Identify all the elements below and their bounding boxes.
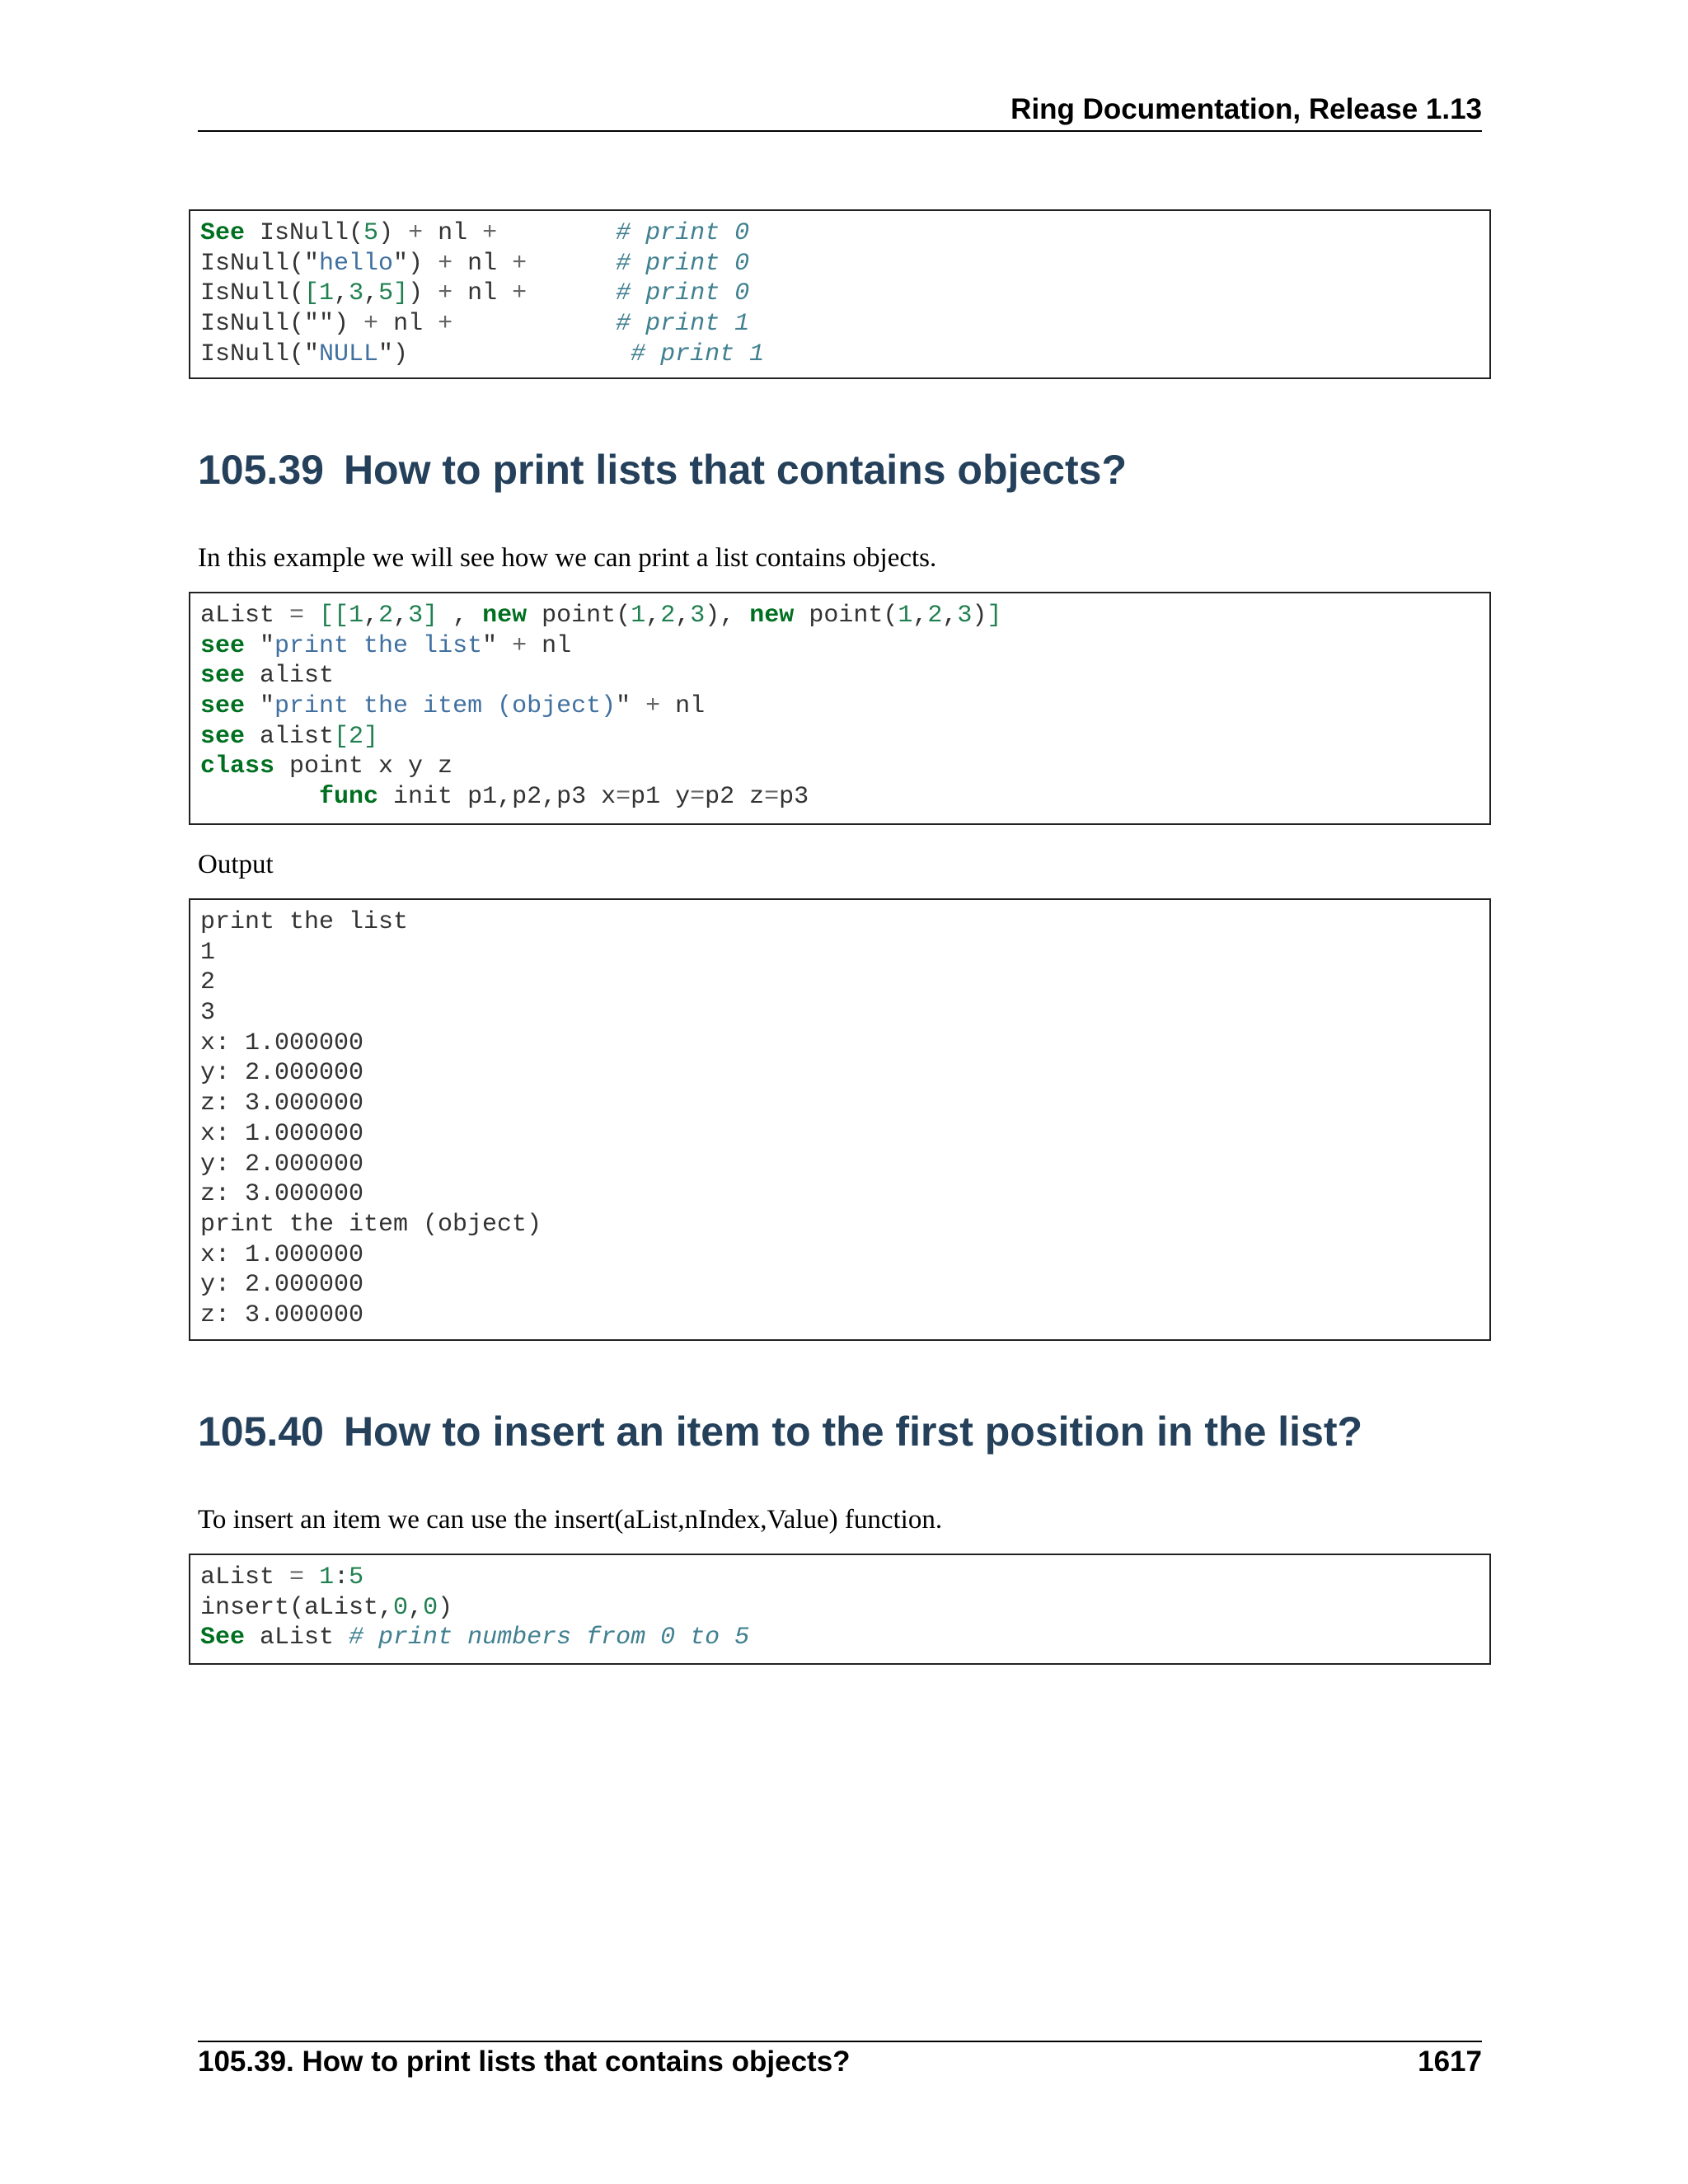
code-token: 3] — [408, 602, 438, 630]
code-token: # print 0 — [616, 279, 750, 308]
code-token: , — [334, 279, 349, 308]
code-token: + — [645, 692, 661, 721]
code-token: print the list — [274, 631, 483, 660]
code-token: = — [616, 783, 631, 812]
code-line — [200, 218, 1479, 249]
code-line — [200, 1270, 1479, 1301]
code-token: ) — [408, 279, 438, 308]
code-token — [200, 783, 319, 811]
code-line — [200, 722, 1479, 752]
code-token: # print 0 — [616, 219, 750, 247]
code-token: z: 3.000000 — [200, 1090, 364, 1118]
code-token — [527, 279, 616, 307]
code-token: + — [363, 310, 379, 339]
code-line — [200, 998, 1479, 1029]
code-token: see — [200, 631, 246, 660]
code-token — [304, 1563, 319, 1591]
code-token: hello — [319, 249, 394, 278]
code-token: [1 — [304, 279, 335, 308]
code-line — [200, 1623, 1479, 1653]
code-token: p1 y — [631, 783, 691, 812]
code-token: NULL — [319, 340, 379, 368]
code-line — [200, 309, 1479, 340]
code-token: insert(aList, — [200, 1593, 394, 1622]
code-token: p3 — [779, 783, 809, 812]
code-token: ) — [378, 219, 409, 247]
code-token: 3 — [200, 999, 216, 1028]
code-token: # print 0 — [616, 249, 750, 278]
code-token: 2 — [378, 602, 394, 630]
code-token: aList — [245, 1624, 349, 1652]
code-line — [200, 601, 1479, 631]
code-token — [452, 310, 616, 338]
code-token: [2] — [334, 722, 379, 751]
code-token: " — [245, 692, 275, 721]
code-token: , — [912, 602, 928, 630]
code-token: nl — [423, 219, 483, 247]
code-token: 2 — [660, 602, 676, 630]
code-line — [200, 1119, 1479, 1150]
code-token: See — [200, 1624, 246, 1652]
section-number: 105.40 — [198, 1408, 324, 1455]
code-line — [200, 938, 1479, 968]
code-line — [200, 340, 1479, 370]
code-token: aList — [200, 602, 290, 630]
code-token: print the list — [200, 908, 409, 936]
code-block-objects — [189, 592, 1491, 825]
code-line — [200, 661, 1479, 691]
code-token: ") — [378, 340, 631, 368]
code-line — [200, 907, 1479, 938]
code-token: nl — [452, 249, 513, 278]
code-token: + — [512, 631, 528, 660]
code-token: ) — [972, 602, 987, 630]
code-token: nl — [527, 631, 572, 660]
code-token: " — [482, 631, 513, 660]
code-token: init p1,p2,p3 x — [378, 783, 617, 812]
code-line — [200, 968, 1479, 998]
code-token: ] — [987, 602, 1002, 630]
code-token: , — [942, 602, 958, 630]
code-token: print the item (object) — [274, 692, 617, 721]
code-token: x: 1.000000 — [200, 1119, 364, 1148]
code-block-isnull — [189, 209, 1491, 379]
code-token: x: 1.000000 — [200, 1240, 364, 1269]
code-token: , — [645, 602, 661, 630]
code-token — [527, 250, 616, 278]
code-line — [200, 1179, 1479, 1210]
code-token: new — [749, 602, 795, 630]
code-line — [200, 249, 1479, 279]
code-token: IsNull( — [245, 219, 364, 247]
code-line — [200, 691, 1479, 722]
code-token: 2 — [200, 968, 216, 997]
code-token: print the item (object) — [200, 1210, 542, 1239]
code-token: , — [363, 602, 379, 630]
code-line — [200, 1593, 1479, 1624]
code-token: + — [438, 310, 453, 339]
code-line — [200, 752, 1479, 782]
code-token: z: 3.000000 — [200, 1301, 364, 1329]
code-token: point x y z — [274, 752, 453, 781]
code-token: z: 3.000000 — [200, 1180, 364, 1209]
code-token: alist — [245, 662, 335, 691]
code-token: IsNull(" — [200, 340, 320, 368]
code-token: func — [319, 783, 379, 812]
code-token: see — [200, 662, 246, 691]
header-rule — [198, 130, 1482, 132]
code-token: # print 1 — [631, 340, 765, 368]
code-token: aList — [200, 1563, 290, 1591]
code-token: point( — [794, 602, 898, 630]
code-token: + — [512, 249, 528, 278]
code-line — [200, 1029, 1479, 1059]
code-token: nl — [378, 310, 438, 339]
page-footer — [198, 2041, 1482, 2083]
code-line — [200, 279, 1479, 309]
code-token: see — [200, 692, 246, 721]
code-line — [200, 1058, 1479, 1089]
code-token — [497, 219, 616, 247]
code-token: + — [438, 279, 453, 308]
code-line — [200, 782, 1479, 813]
code-token: , — [675, 602, 691, 630]
code-token: + — [408, 219, 424, 247]
code-line — [200, 1150, 1479, 1180]
code-block-insert — [189, 1554, 1491, 1665]
code-line — [200, 1563, 1479, 1593]
code-block-output — [189, 898, 1491, 1341]
code-token: alist — [245, 722, 335, 751]
code-line — [200, 1089, 1479, 1119]
code-token: IsNull(" — [200, 249, 320, 278]
code-token: : — [334, 1563, 349, 1591]
section-heading-105-40 — [198, 1405, 1362, 1458]
code-token: class — [200, 752, 275, 781]
code-token: y: 2.000000 — [200, 1271, 364, 1300]
code-token: , — [438, 602, 483, 630]
code-line — [200, 1301, 1479, 1331]
code-token: , — [408, 1593, 424, 1622]
code-token: 1 — [631, 602, 646, 630]
code-token: 5 — [349, 1563, 364, 1591]
code-token: " — [616, 692, 646, 721]
page-number: 1617 — [1418, 2046, 1482, 2078]
code-token: 5 — [363, 219, 379, 247]
code-line — [200, 1240, 1479, 1271]
code-token: 0 — [393, 1593, 409, 1622]
code-token: + — [438, 249, 453, 278]
section-number: 105.39 — [198, 447, 324, 493]
code-token: y: 2.000000 — [200, 1150, 364, 1179]
code-token: 1 — [319, 1563, 335, 1591]
code-token: See — [200, 219, 246, 247]
code-token: 2 — [927, 602, 943, 630]
code-token: ), — [705, 602, 750, 630]
code-token: nl — [660, 692, 706, 721]
code-token: , — [393, 602, 409, 630]
output-label: Output — [198, 850, 274, 879]
section-39-intro: In this example we will see how we can print a list contains objects. — [198, 543, 937, 573]
code-token: # print numbers from 0 to 5 — [349, 1624, 750, 1652]
code-token: point( — [527, 602, 631, 630]
code-token — [304, 602, 319, 630]
code-token: IsNull( — [200, 279, 305, 308]
code-token: 1 — [200, 938, 216, 967]
running-header: Ring Documentation, Release 1.13 — [1010, 93, 1482, 125]
section-title: How to print lists that contains objects? — [343, 447, 1127, 493]
code-token: new — [482, 602, 528, 630]
code-token: + — [512, 279, 528, 308]
code-token: see — [200, 722, 246, 751]
code-token: = — [289, 602, 305, 630]
code-token: x: 1.000000 — [200, 1029, 364, 1057]
code-token: # print 1 — [616, 310, 750, 339]
code-token: IsNull("") — [200, 310, 364, 339]
code-token: 0 — [423, 1593, 438, 1622]
code-token: = — [690, 783, 706, 812]
code-token: ) — [438, 1593, 453, 1622]
footer-section-ref: 105.39. How to print lists that contains objects? — [198, 2046, 851, 2078]
code-token: 3 — [690, 602, 706, 630]
code-token: nl — [452, 279, 513, 308]
code-token: [[1 — [319, 602, 364, 630]
code-token: y: 2.000000 — [200, 1059, 364, 1088]
code-token: ") — [393, 249, 438, 278]
code-token: 3 — [349, 279, 364, 308]
code-token: 5] — [378, 279, 409, 308]
code-token: 3 — [957, 602, 973, 630]
section-40-intro: To insert an item we can use the insert(aList,nIndex,Value) function. — [198, 1505, 943, 1535]
code-token: 1 — [898, 602, 913, 630]
code-token: " — [245, 631, 275, 660]
section-heading-105-39 — [198, 443, 1127, 496]
section-title: How to insert an item to the first position in the list? — [343, 1408, 1363, 1455]
code-token: , — [363, 279, 379, 308]
code-line — [200, 1210, 1479, 1240]
code-token: = — [764, 783, 780, 812]
code-token: = — [289, 1563, 305, 1591]
code-line — [200, 631, 1479, 662]
code-token: p2 z — [705, 783, 765, 812]
code-token: + — [482, 219, 498, 247]
